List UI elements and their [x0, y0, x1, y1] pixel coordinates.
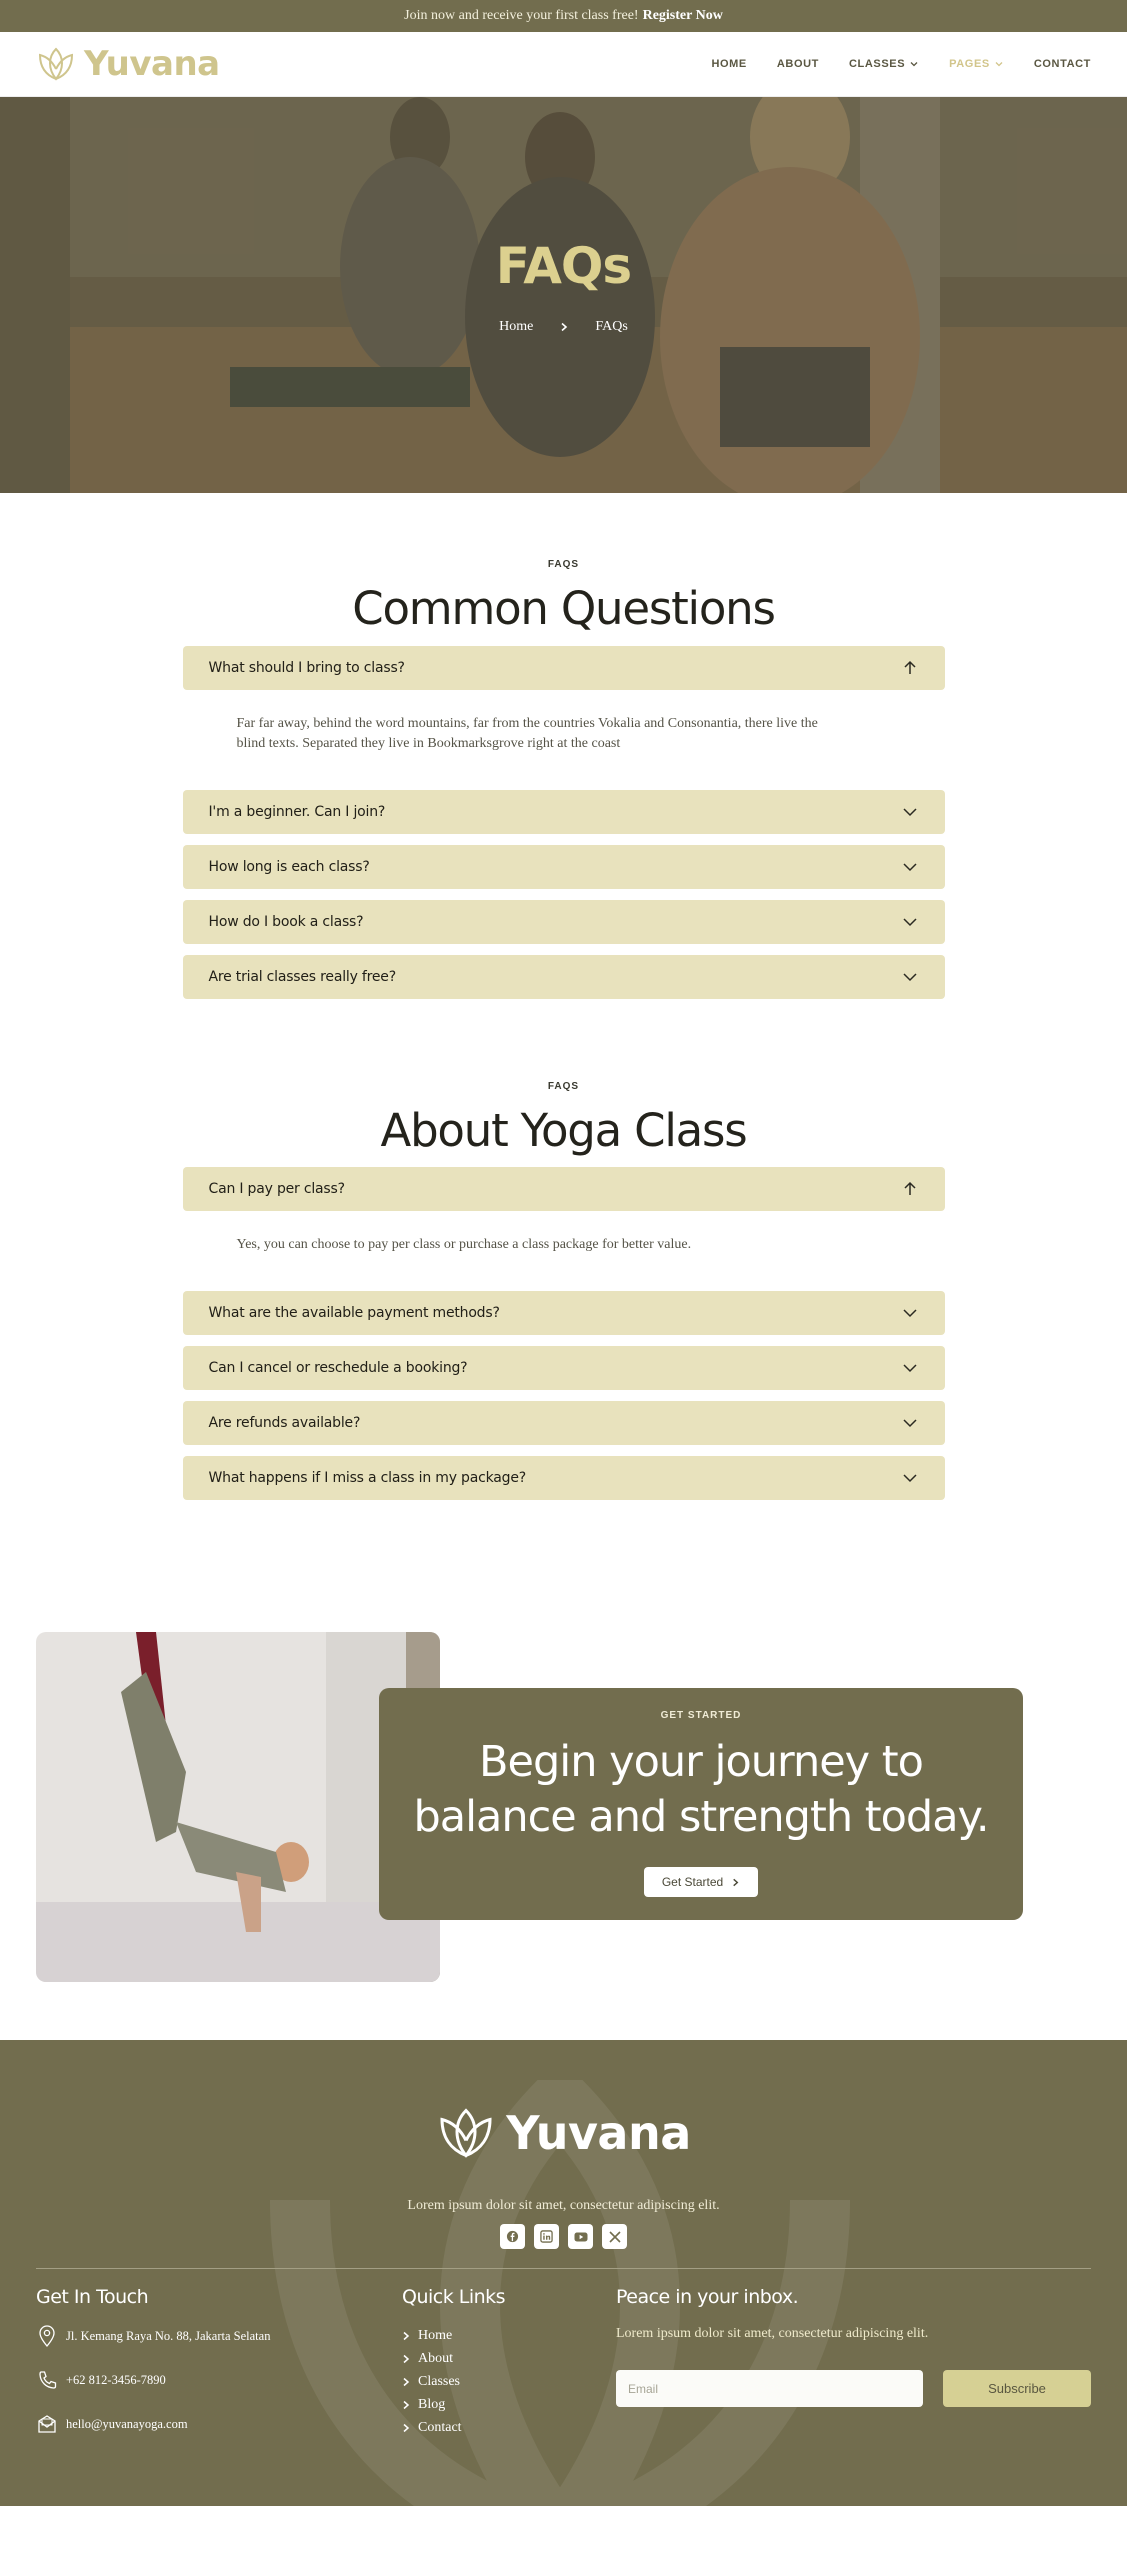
- chevron-down-icon: [901, 1414, 919, 1432]
- faq-question: What are the available payment methods?: [208, 1305, 500, 1321]
- footer-tagline: Lorem ipsum dolor sit amet, consectetur adipiscing elit.: [407, 2198, 720, 2213]
- chevron-down-icon: [909, 59, 919, 69]
- chevron-down-icon: [901, 968, 919, 986]
- brand-logo[interactable]: [36, 44, 220, 84]
- quick-links-title: Quick Links: [402, 2286, 506, 2308]
- chevron-right-icon: [402, 2423, 410, 2433]
- nav-contact[interactable]: CONTACT: [1033, 58, 1091, 70]
- cta-eyebrow: GET STARTED: [660, 1710, 742, 1721]
- chevron-down-icon: [901, 1359, 919, 1377]
- footer-link-label: About: [418, 2350, 453, 2366]
- address-text: Jl. Kemang Raya No. 88, Jakarta Selatan: [66, 2328, 271, 2343]
- footer-link-label: Contact: [418, 2419, 462, 2435]
- faq-item[interactable]: [183, 955, 945, 999]
- footer-link-label: Blog: [418, 2396, 446, 2412]
- section-eyebrow: FAQS: [547, 559, 580, 570]
- chevron-right-icon: [402, 2354, 410, 2364]
- nav-classes[interactable]: [849, 58, 919, 70]
- faq-item[interactable]: [183, 1456, 945, 1500]
- footer-logo[interactable]: [0, 2104, 1127, 2162]
- contact-email[interactable]: [36, 2412, 270, 2436]
- lotus-logo-icon: [436, 2104, 496, 2162]
- youtube-icon[interactable]: [568, 2224, 593, 2249]
- chevron-down-icon: [901, 803, 919, 821]
- social-links: [0, 2224, 1127, 2249]
- faq-question: I'm a beginner. Can I join?: [208, 803, 386, 820]
- phone-text: +62 812-3456-7890: [66, 2372, 166, 2387]
- chevron-right-icon: [402, 2331, 410, 2341]
- chevron-down-icon: [901, 1304, 919, 1322]
- quick-links-column: [402, 2286, 505, 2439]
- faq-item[interactable]: [183, 900, 945, 944]
- faq-item[interactable]: [183, 1291, 945, 1335]
- faq-question: Are refunds available?: [208, 1415, 361, 1431]
- chevron-down-icon: [994, 59, 1004, 69]
- location-pin-icon: [36, 2324, 58, 2348]
- chevron-right-icon: [402, 2377, 410, 2387]
- chevron-right-icon: [559, 322, 569, 332]
- nav-pages[interactable]: [949, 58, 1004, 70]
- faq-question: Can I pay per class?: [208, 1181, 345, 1197]
- arrow-up-icon: [901, 659, 919, 677]
- faq-answer: Far far away, behind the word mountains, far from the countries Vokalia and Consonantia, there live the blind texts. Separated they live in Bookmarksgrove right at the coast: [236, 715, 818, 751]
- cta-title-line-1: Begin your journey to: [479, 1737, 923, 1787]
- chevron-right-icon: [402, 2400, 410, 2410]
- phone-icon: [36, 2368, 58, 2392]
- contact-address: [36, 2324, 270, 2348]
- footer-link-blog[interactable]: [402, 2393, 505, 2416]
- faq-item[interactable]: [183, 790, 945, 834]
- newsletter-column: [616, 2286, 1091, 2407]
- faq-yoga-section: [183, 1081, 945, 1501]
- newsletter-text: Lorem ipsum dolor sit amet, consectetur adipiscing elit.: [616, 2326, 929, 2341]
- announcement-bar: [0, 0, 1127, 32]
- cta-card: [379, 1688, 1023, 1920]
- faq-question: How do I book a class?: [208, 913, 364, 930]
- section-eyebrow: FAQS: [547, 1080, 580, 1092]
- get-started-label: Get Started: [661, 1875, 724, 1889]
- faq-question: Are trial classes really free?: [208, 968, 396, 985]
- announcement-text: Join now and receive your first class free!: [404, 8, 639, 23]
- get-started-button[interactable]: [644, 1867, 758, 1897]
- x-twitter-icon[interactable]: [602, 2224, 627, 2249]
- breadcrumb-home[interactable]: Home: [499, 319, 534, 334]
- brand-name: Yuvana: [84, 44, 220, 84]
- nav-about[interactable]: ABOUT: [776, 58, 819, 70]
- cta-title-line-2: balance and strength today.: [413, 1792, 989, 1842]
- footer-link-classes[interactable]: [402, 2370, 505, 2393]
- footer-link-home[interactable]: [402, 2324, 505, 2347]
- main-nav: [681, 58, 1091, 70]
- page-title: FAQs: [495, 237, 632, 295]
- contact-phone[interactable]: [36, 2368, 270, 2392]
- faq-question: Can I cancel or reschedule a booking?: [208, 1360, 468, 1376]
- section-title: Common Questions: [352, 582, 775, 635]
- faq-question: What should I bring to class?: [208, 659, 405, 676]
- site-header: [0, 32, 1127, 97]
- section-title: About Yoga Class: [380, 1103, 747, 1157]
- nav-classes-label: CLASSES: [848, 58, 906, 70]
- faq-item[interactable]: [183, 646, 945, 690]
- chevron-down-icon: [901, 1469, 919, 1487]
- footer-divider: [36, 2268, 1091, 2269]
- subscribe-button[interactable]: Subscribe: [943, 2370, 1091, 2407]
- newsletter-form: [616, 2370, 1091, 2407]
- register-now-link[interactable]: Register Now: [642, 8, 723, 23]
- footer-link-label: Home: [418, 2327, 453, 2343]
- footer-link-label: Classes: [418, 2373, 460, 2389]
- faq-item[interactable]: [183, 1401, 945, 1445]
- faq-item[interactable]: [183, 845, 945, 889]
- footer-link-contact[interactable]: [402, 2416, 505, 2439]
- nav-pages-label: PAGES: [949, 58, 990, 70]
- email-text: hello@yuvanayoga.com: [66, 2416, 188, 2431]
- contact-column: [36, 2286, 270, 2436]
- linkedin-icon[interactable]: [534, 2224, 559, 2249]
- newsletter-title: Peace in your inbox.: [616, 2286, 799, 2308]
- lotus-logo-icon: [36, 45, 76, 83]
- breadcrumb: [0, 319, 1127, 335]
- footer-link-about[interactable]: [402, 2347, 505, 2370]
- hero-banner: [0, 97, 1127, 493]
- arrow-up-icon: [901, 1180, 919, 1198]
- faq-item[interactable]: [183, 1346, 945, 1390]
- chevron-down-icon: [901, 913, 919, 931]
- faq-item[interactable]: [183, 1167, 945, 1211]
- faq-question: How long is each class?: [208, 858, 370, 875]
- faq-common-section: [183, 559, 945, 999]
- faq-answer: Yes, you can choose to pay per class or purchase a class package for better value.: [236, 1237, 692, 1252]
- mail-icon: [36, 2412, 58, 2436]
- contact-title: Get In Touch: [36, 2286, 149, 2308]
- newsletter-email-input[interactable]: [616, 2370, 923, 2407]
- nav-home[interactable]: HOME: [711, 58, 747, 70]
- cta-section: [0, 1632, 1127, 2012]
- site-footer: [0, 2040, 1127, 2506]
- chevron-down-icon: [901, 858, 919, 876]
- faq-question: What happens if I miss a class in my package?: [208, 1470, 526, 1486]
- cta-title: [379, 1735, 1023, 1845]
- breadcrumb-current: FAQs: [595, 319, 628, 334]
- chevron-right-icon: [731, 1878, 740, 1887]
- footer-brand-name: Yuvana: [506, 2106, 691, 2160]
- facebook-icon[interactable]: [500, 2224, 525, 2249]
